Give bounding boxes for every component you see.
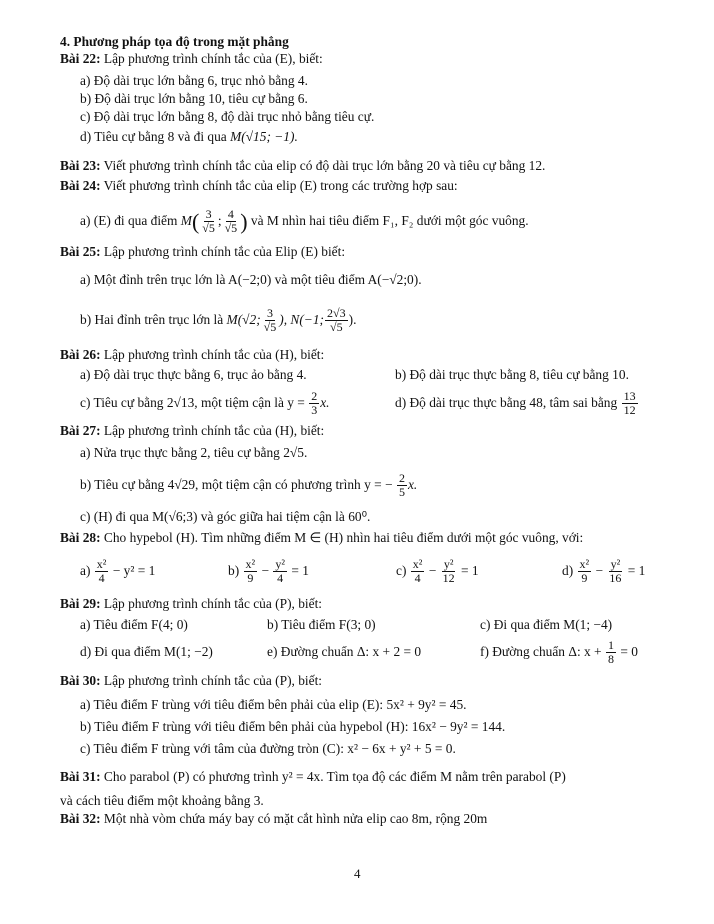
problem-29-c: c) Đi qua điểm M(1; −4) [480,617,613,632]
fraction [607,558,623,585]
problem-28-d: d) $\frac{\text{x²}}{9}$ − $\frac{\text{y²}}{16}$ = 1 [562,557,646,586]
problem-label: Bài 23: [60,158,101,173]
denominator: 12 [623,403,636,418]
problem-label: Bài 30: [60,673,101,688]
math-expression: x. [320,395,330,410]
numerator: y² [443,557,454,572]
item-text: b) Hai đỉnh trên trục lớn là [80,312,224,327]
numerator: 2 [311,389,318,404]
problem-label: Bài 27: [60,423,101,438]
problem-25-a: a) Một đỉnh trên trục lớn là A(−2;0) và một tiêu điểm A(−√2;0). [80,272,422,287]
numerator: x² [96,557,107,572]
problem-text: Lập phương trình chính tắc của (H), biết: [103,423,325,438]
problem-29-a: a) Tiêu điểm F(4; 0) [80,617,188,632]
denominator: 12 [442,571,455,586]
fraction [309,390,319,417]
denominator: 4 [98,571,105,586]
problem-text: Lập phương trình chính tắc của (P), biết: [103,673,323,688]
section-title: 4. Phương pháp tọa độ trong mặt phẳng [60,34,289,49]
problem-label: Bài 26: [60,347,101,362]
problem-26-b: b) Độ dài trục thực bằng 8, tiêu cự bằng 10. [395,367,629,382]
numerator: x² [245,557,256,572]
item-label: b) [228,563,240,578]
numerator: 3 [266,306,273,321]
fraction [200,208,217,235]
item-label: c) [396,563,407,578]
numerator: y² [610,557,621,572]
math-expression: = 1 [460,563,479,578]
item-text: a) (E) đi qua điểm [80,213,178,228]
problem-text: Lập phương trình chính tắc của (E), biết: [103,51,323,66]
problem-22-d [80,129,298,145]
item-label: a) [80,563,91,578]
fraction [411,558,425,585]
fraction [397,472,407,499]
problem-label: Bài 31: [60,769,101,784]
math-expression: − y² = 1 [112,563,156,578]
item-text: f) Đường chuẩn Δ: x + [480,644,602,659]
problem-24-a: a) (E) đi qua điểm M( $\frac{3}{√5}$ ; $\frac{4}{√5}$ ) và M nhìn hai tiêu điểm F₁, F₂ dưới một góc vuông. [80,207,529,236]
problem-28-c: c) $\frac{\text{x²}}{4}$ − $\frac{\text{y²}}{12}$ = 1 [396,557,479,586]
problem-32 [60,811,487,827]
fraction [606,639,616,666]
fraction [244,558,258,585]
denominator: 9 [247,571,254,586]
problem-27-c: c) (H) đi qua M(√6;3) và góc giữa hai tiệm cận là 60⁰. [80,509,371,524]
math-expression: ), N(−1; [279,312,325,327]
item-text: d) Độ dài trục thực bằng 48, tâm sai bằng [395,395,618,410]
problem-30-b: b) Tiêu điểm F trùng với tiêu điểm bên phải của hypebol (H): 16x² − 9y² = 144. [80,719,506,734]
problem-23 [60,158,545,174]
problem-27-a: a) Nửa trục thực bằng 2, tiêu cự bằng 2√5. [80,445,308,460]
problem-label: Bài 24: [60,178,101,193]
denominator: √5 [224,221,238,236]
problem-29-f [480,637,638,667]
problem-label: Bài 22: [60,51,101,66]
math-expression: M(√2; [226,312,261,327]
denominator: 5 [398,485,405,500]
problem-22-a: a) Độ dài trục lớn bằng 6, trục nhỏ bằng 4. [80,73,308,88]
item-label: d) [562,563,574,578]
item-text: d) Tiêu cự bằng 8 và đi qua [80,129,227,144]
item-text: và M nhìn hai tiêu điểm F₁, F₂ dưới một góc vuông. [250,213,529,228]
problem-28-b: b) $\frac{\text{x²}}{9}$ − $\frac{\text{y²}}{4}$ = 1 [228,557,309,586]
problem-27 [60,423,324,439]
numerator: 2√3 [327,306,346,321]
problem-text: Cho parabol (P) có phương trình y² = 4x. Tìm tọa độ các điểm M nằm trên parabol (P) [103,769,566,784]
problem-27-b [80,470,417,500]
math-expression: M(√15; −1). [230,129,298,144]
math-expression: = 0 [620,644,638,659]
fraction [223,208,240,235]
math-expression: = 1 [627,563,646,578]
numerator: x² [579,557,590,572]
problem-30-a: a) Tiêu điểm F trùng với tiêu điểm bên phải của elip (E): 5x² + 9y² = 45. [80,697,467,712]
problem-text: Lập phương trình chính tắc của Elip (E) biết: [103,244,346,259]
problem-29 [60,596,322,612]
problem-31 [60,769,566,785]
denominator: 4 [277,571,284,586]
denominator: 16 [609,571,622,586]
problem-text: Viết phương trình chính tắc của elip có độ dài trục lớn bằng 20 và tiêu cự bằng 12. [103,158,546,173]
problem-label: Bài 28: [60,530,101,545]
problem-26-c [80,388,330,418]
problem-text: Viết phương trình chính tắc của elip (E) trong các trường hợp sau: [103,178,458,193]
denominator: 9 [581,571,588,586]
numerator: 4 [227,207,234,222]
problem-25-b [80,304,356,336]
problem-26-a: a) Độ dài trục thực bằng 6, trục ảo bằng 4. [80,367,307,382]
problem-26 [60,347,324,363]
problem-26-d [395,388,639,418]
problem-label: Bài 29: [60,596,101,611]
problem-28-a [80,555,155,587]
denominator: 4 [414,571,421,586]
numerator: 2 [398,471,405,486]
problem-24 [60,178,458,194]
point-label: M [180,213,192,228]
numerator: 1 [607,638,614,653]
numerator: y² [275,557,285,572]
math-expression: ). [348,312,357,327]
problem-30 [60,673,322,689]
problem-29-b: b) Tiêu điểm F(3; 0) [267,617,376,632]
math-expression: = 1 [291,563,309,578]
denominator: 3 [311,403,318,418]
fraction [273,558,287,585]
numerator: 3 [205,207,212,222]
item-text: b) Tiêu cự bằng 4√29, một tiệm cận có phương trình y = − [80,477,393,492]
denominator: √5 [330,320,343,335]
problem-label: Bài 25: [60,244,101,259]
denominator: √5 [202,221,215,236]
problem-31-continued: và cách tiêu điểm một khoảng bằng 3. [60,793,264,808]
fraction [325,307,348,334]
problem-29-d: d) Đi qua điểm M(1; −2) [80,644,213,659]
fraction [262,307,279,334]
math-expression: x. [407,477,418,492]
problem-25 [60,244,345,260]
problem-text: Cho hypebol (H). Tìm những điểm M ∈ (H) nhìn hai tiêu điểm dưới một góc vuông, với: [103,530,584,545]
problem-text: Lập phương trình chính tắc của (H), biết: [103,347,325,362]
problem-28 [60,530,583,546]
problem-text: Một nhà vòm chứa máy bay có mặt cắt hình nửa elip cao 8m, rộng 20m [103,811,488,826]
denominator: √5 [263,320,277,335]
fraction [441,558,457,585]
numerator: 13 [623,389,636,404]
fraction [578,558,592,585]
fraction [95,558,109,585]
item-text: c) Tiêu cự bằng 2√13, một tiệm cận là y = [80,395,305,410]
numerator: x² [412,557,423,572]
problem-text: Lập phương trình chính tắc của (P), biết: [103,596,323,611]
problem-22-c: c) Độ dài trục lớn bằng 8, độ dài trục nhỏ bằng tiêu cự. [80,109,375,124]
problem-29-e: e) Đường chuẩn Δ: x + 2 = 0 [267,644,422,659]
problem-30-c: c) Tiêu điểm F trùng với tâm của đường tròn (C): x² − 6x + y² + 5 = 0. [80,741,456,756]
problem-22-b: b) Độ dài trục lớn bằng 10, tiêu cự bằng 6. [80,91,308,106]
denominator: 8 [607,652,614,667]
fraction [622,390,638,417]
problem-22 [60,51,323,67]
page-number: 4 [354,866,361,881]
problem-label: Bài 32: [60,811,101,826]
